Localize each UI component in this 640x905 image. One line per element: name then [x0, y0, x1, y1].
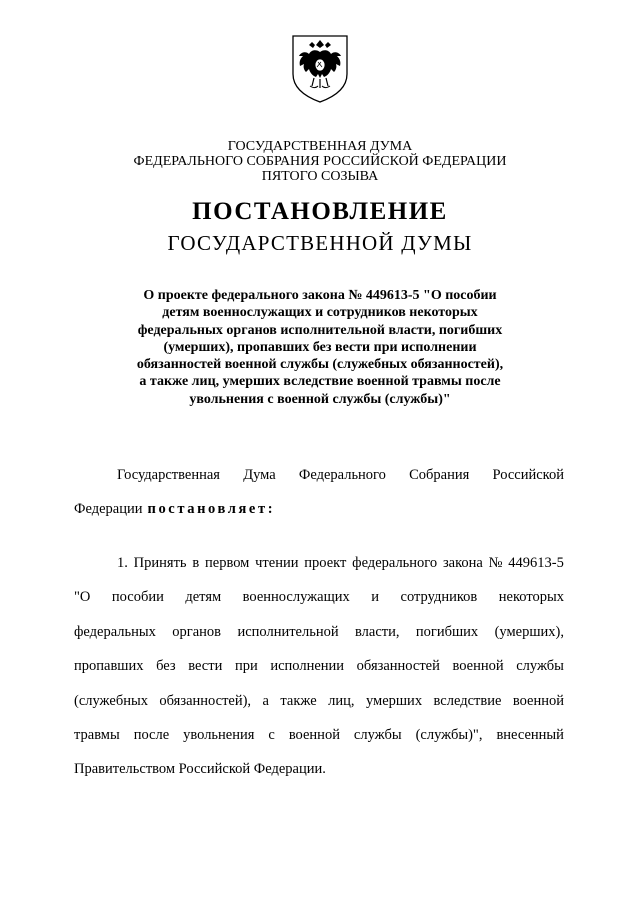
org-line-3: ПЯТОГО СОЗЫВА: [261, 169, 379, 184]
word: лиц,: [328, 692, 355, 709]
word: после: [133, 726, 170, 743]
item-1-paragraph: [74, 554, 564, 795]
subject-line: федеральных органов исполнительной власти, погибших: [137, 322, 503, 338]
subject-line: а также лиц, умерших вследствие военной травмы после: [139, 374, 501, 390]
word: службы: [353, 726, 402, 743]
paragraph-line: [74, 692, 564, 726]
word: вести: [188, 658, 223, 675]
word: военной: [452, 658, 504, 675]
word: травмы: [74, 726, 120, 743]
word: №: [488, 555, 503, 571]
preamble-line: Федерации постановляет:: [74, 500, 564, 534]
word: сотрудников: [400, 589, 478, 606]
document-subtitle: ГОСУДАРСТВЕННОЙ ДУМЫ: [167, 231, 473, 255]
word: "О: [74, 589, 91, 606]
word: пропавших: [74, 658, 144, 675]
word: внесенный: [496, 726, 564, 743]
word: обязанностей: [356, 658, 440, 675]
preamble-paragraph: [74, 466, 564, 535]
subject-line: (умерших), пропавших без вести при исполнении: [163, 339, 477, 355]
word: при: [234, 658, 258, 675]
coat-of-arms-emblem-icon: [291, 34, 349, 104]
word: обязанностей),: [159, 692, 252, 709]
word: (умерших),: [494, 623, 564, 640]
org-line-1: ГОСУДАРСТВЕННАЯ ДУМА: [227, 139, 413, 154]
preamble-line: Государственная Дума Федерального Собрания Российской: [117, 467, 564, 483]
subject-line: О проекте федерального закона № 449613-5 "О пособии: [143, 288, 497, 303]
word: без: [156, 658, 176, 675]
subject-line: увольнения с военной службы (службы)": [189, 391, 451, 407]
subject-line: обязанностей военной службы (служебных обязанностей),: [136, 357, 504, 373]
subject-line: детям военнослужащих и сотрудников некоторых: [162, 305, 478, 321]
word: в: [192, 555, 200, 571]
word: федерального: [352, 555, 438, 571]
word: также: [280, 692, 317, 709]
word: исполнении: [270, 658, 345, 675]
word: и: [371, 589, 380, 606]
word: первом: [205, 555, 250, 571]
paragraph-line: [74, 588, 564, 622]
word: Принять: [133, 555, 187, 571]
paragraph-line: [74, 726, 564, 760]
word: некоторых: [498, 589, 564, 606]
word: федеральных: [74, 623, 156, 640]
word: военной: [512, 692, 564, 709]
document-title: ПОСТАНОВЛЕНИЕ: [192, 198, 448, 225]
word: проект: [304, 555, 347, 571]
word: детям: [185, 589, 222, 606]
decree-verb: постановляет:: [147, 501, 276, 518]
paragraph-line: [74, 554, 564, 588]
word: власти,: [355, 623, 400, 640]
word: исполнительной: [237, 623, 339, 640]
paragraph-line: Правительством Российской Федерации.: [74, 761, 326, 778]
word: чтении: [255, 555, 299, 571]
word: военной: [288, 726, 340, 743]
word: вследствие: [433, 692, 502, 709]
word: (службы)",: [415, 726, 483, 743]
word: закона: [442, 555, 483, 571]
word: с: [268, 726, 275, 743]
word: органов: [172, 623, 222, 640]
word: а: [262, 692, 269, 709]
word: погибших: [415, 623, 479, 640]
document-subject: [100, 287, 540, 408]
word: (служебных: [74, 692, 148, 709]
word: военнослужащих: [242, 589, 350, 606]
paragraph-line: [74, 657, 564, 691]
org-line-2: ФЕДЕРАЛЬНОГО СОБРАНИЯ РОССИЙСКОЙ ФЕДЕРАЦИИ: [133, 154, 507, 169]
word: 1.: [117, 555, 128, 571]
paragraph-line: [74, 623, 564, 657]
word: службы: [516, 658, 564, 675]
word: 449613-5: [508, 555, 564, 571]
word: увольнения: [183, 726, 255, 743]
word: умерших: [365, 692, 423, 709]
word: пособии: [111, 589, 164, 606]
